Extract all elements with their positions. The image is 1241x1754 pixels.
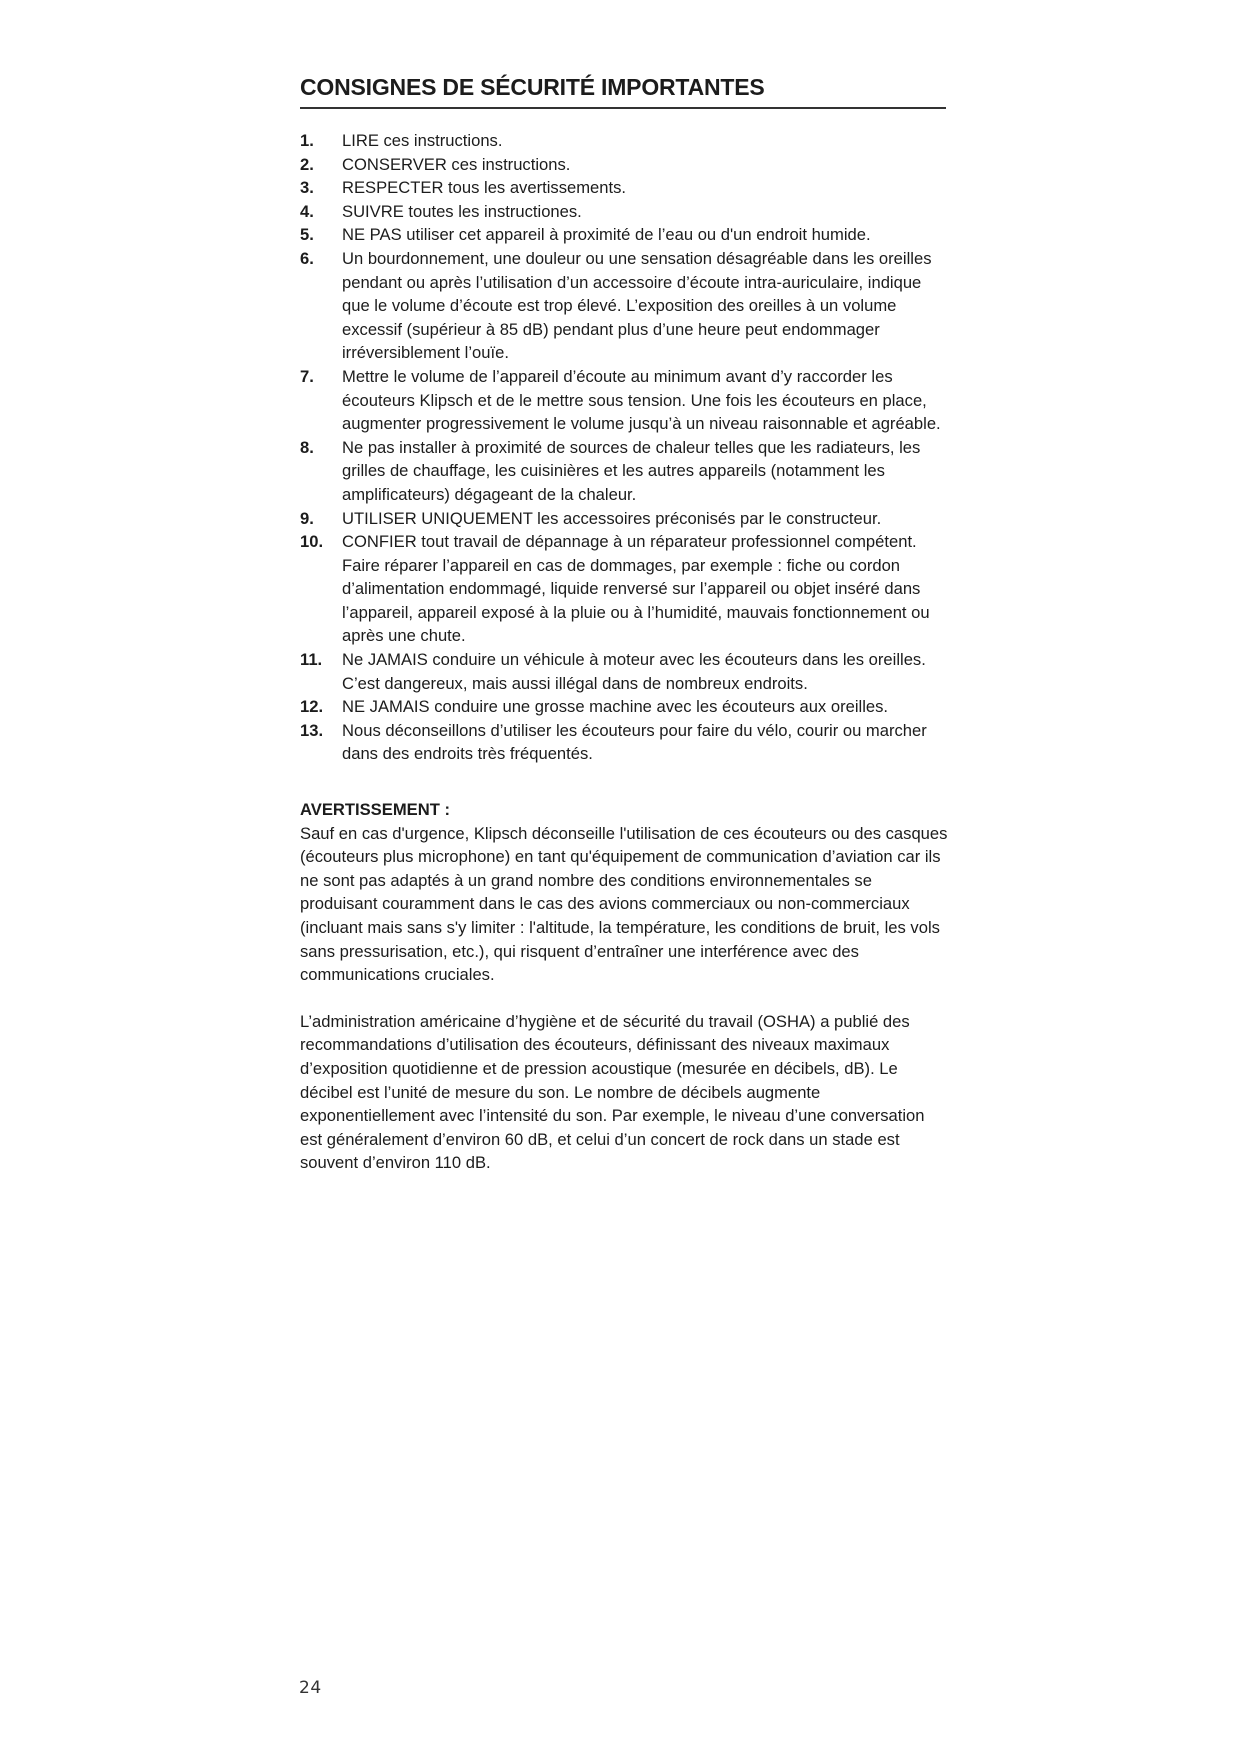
list-item-number: 9.: [300, 508, 314, 528]
list-item: [300, 507, 950, 531]
list-item-number: 12.: [300, 697, 324, 717]
list-item-text: Ne pas installer à proximité de sources de chaleur telles que les radiateurs, les grilles de chauffage, les cuisinières et les autres appareils (notamment les amplificateurs) dégageant de la chaleur.: [342, 437, 921, 504]
instruction-list: [300, 129, 950, 766]
list-item-number: 3.: [300, 178, 314, 198]
list-item: [300, 223, 950, 247]
warning-heading: AVERTISSEMENT :: [300, 800, 450, 820]
list-item-text: LIRE ces instructions.: [342, 131, 503, 150]
list-item: [300, 200, 950, 224]
page-content: [300, 74, 950, 1192]
list-item: [300, 530, 950, 648]
list-item-text: SUIVRE toutes les instructiones.: [342, 201, 582, 221]
list-item: [300, 129, 950, 153]
list-item-text: NE PAS utiliser cet appareil à proximité de l’eau ou d'un endroit humide.: [342, 225, 871, 245]
list-item-text: RESPECTER tous les avertissements.: [342, 178, 627, 198]
list-item-number: 1.: [300, 131, 314, 150]
list-item-text: CONSERVER ces instructions.: [342, 154, 571, 174]
page-title: CONSIGNES DE SÉCURITÉ IMPORTANTES: [300, 74, 946, 109]
list-item-number: 11.: [300, 650, 323, 670]
list-item-text: Un bourdonnement, une douleur ou une sensation désagréable dans les oreilles pendant ou après l’utilisation d’un accessoire d’écoute intra-auriculaire, indique que le volume d’écoute est trop élevé. L’exposition des oreilles à un volume excessif (supérieur à 85 dB) pendant plus d’une heure peut endommager irréversiblement l’ouïe.: [342, 248, 932, 363]
page-number: 24: [299, 1678, 322, 1698]
list-item: [300, 365, 950, 436]
list-item: [300, 719, 950, 766]
list-item-text: Ne JAMAIS conduire un véhicule à moteur avec les écouteurs dans les oreilles. C’est dangereux, mais aussi illégal dans de nombreux endroits.: [342, 650, 926, 693]
list-item-text: CONFIER tout travail de dépannage à un réparateur professionnel compétent. Faire réparer l’appareil en cas de dommages, par exemple : fiche ou cordon d’alimentation endommagé, liquide renversé sur l’appareil ou objet inséré dans l’appareil, appareil exposé à la pluie ou à l’humidité, mauvais fonctionnement ou après une chute.: [342, 532, 930, 646]
warning-section: [300, 798, 950, 987]
list-item: [300, 247, 950, 365]
list-item-number: 6.: [300, 248, 314, 268]
list-item-text: UTILISER UNIQUEMENT les accessoires préconisés par le constructeur.: [342, 508, 882, 528]
list-item-number: 2.: [300, 154, 314, 174]
list-item-number: 5.: [300, 225, 314, 245]
list-item-number: 8.: [300, 437, 314, 457]
list-item-number: 4.: [300, 201, 314, 221]
list-item-text: Nous déconseillons d’utiliser les écouteurs pour faire du vélo, courir ou marcher dans des endroits très fréquentés.: [342, 720, 927, 764]
list-item: [300, 153, 950, 177]
list-item-number: 7.: [300, 366, 314, 386]
list-item-number: 10.: [300, 532, 324, 552]
list-item: [300, 176, 950, 200]
warning-body: Sauf en cas d'urgence, Klipsch déconseille l'utilisation de ces écouteurs ou des casques (écouteurs plus microphone) en tant qu'équipement de communication d’aviation car ils ne sont pas adaptés à un grand nombre des conditions environnementales se produisant couramment dans le cas des avions commerciaux ou non-commerciaux (incluant mais sans s'y limiter : l'altitude, la température, les conditions de bruit, les vols sans pressurisation, etc.), qui risquent d’entraîner une interférence avec des communications cruciales.: [300, 823, 948, 985]
list-item-text: NE JAMAIS conduire une grosse machine avec les écouteurs aux oreilles.: [342, 697, 889, 717]
osha-paragraph: L’administration américaine d’hygiène et de sécurité du travail (OSHA) a publié des recommandations d’utilisation des écouteurs, définissant des niveaux maximaux d’exposition quotidienne et de pression acoustique (mesurée en décibels, dB). Le décibel est l’unité de mesure du son. Le nombre de décibels augmente exponentiellement avec l’intensité du son. Par exemple, le niveau d’une conversation est généralement d’environ 60 dB, et celui d’un concert de rock dans un stade est souvent d’environ 110 dB.: [300, 1011, 925, 1173]
list-item-text: Mettre le volume de l’appareil d’écoute au minimum avant d’y raccorder les écouteurs Klipsch et de le mettre sous tension. Une fois les écouteurs en place, augmenter progressivement le volume jusqu’à un niveau raisonnable et agréable.: [342, 366, 941, 434]
list-item-number: 13.: [300, 720, 324, 740]
list-item: [300, 648, 950, 695]
list-item: [300, 695, 950, 719]
list-item: [300, 436, 950, 507]
